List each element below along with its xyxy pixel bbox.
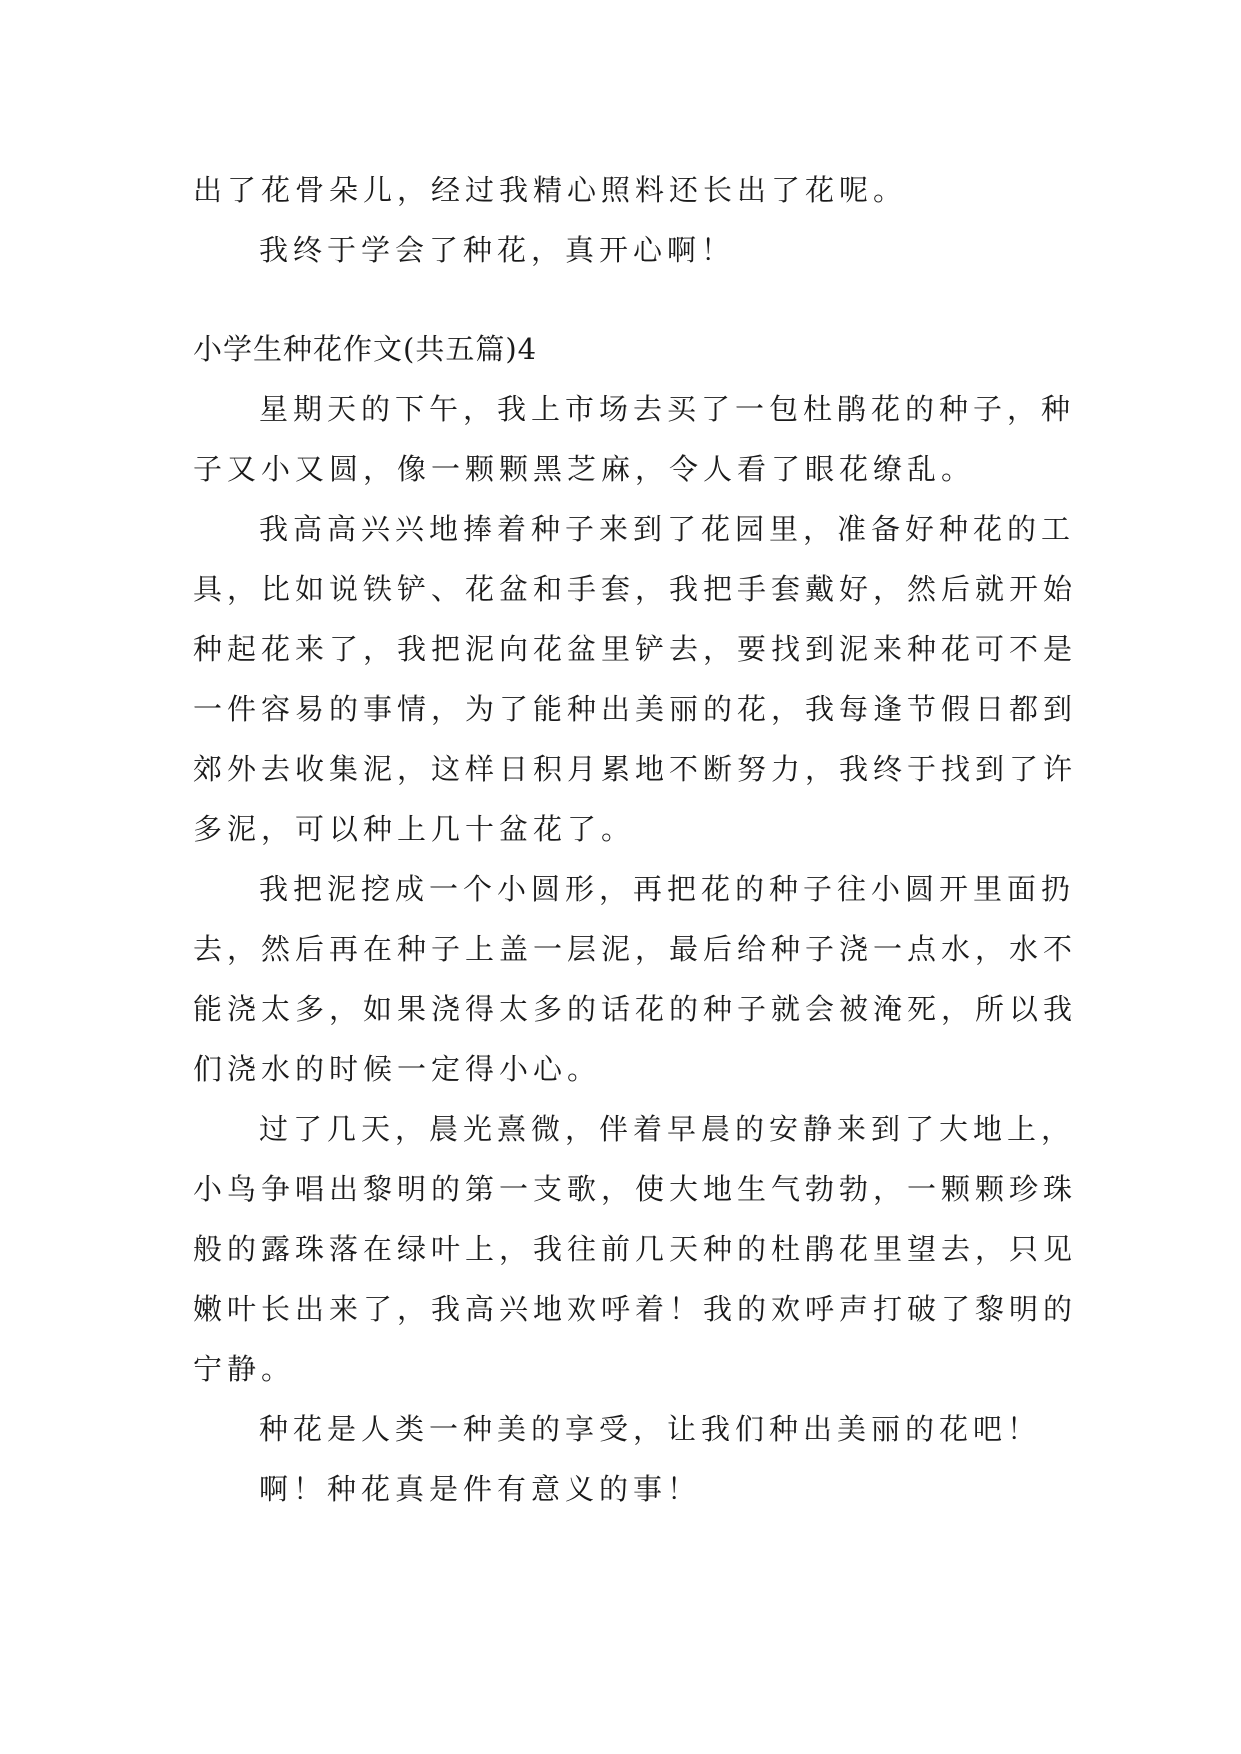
text-line: 具，比如说铁铲、花盆和手套，我把手套戴好，然后就开始 [193, 572, 1078, 606]
text-line: 啊！种花真是件有意义的事！ [259, 1472, 702, 1506]
text-line: 去，然后再在种子上盖一层泥，最后给种子浇一点水，水不 [193, 932, 1078, 966]
text-line: 嫩叶长出来了，我高兴地欢呼着！我的欢呼声打破了黎明的 [193, 1292, 1078, 1326]
paragraph-2 [193, 499, 1078, 859]
document-body [193, 160, 1078, 1519]
text-line: 我高高兴兴地捧着种子来到了花园里，准备好种花的工 [259, 512, 1076, 546]
text-line: 般的露珠落在绿叶上，我往前几天种的杜鹃花里望去，只见 [193, 1232, 1078, 1266]
text-line: 一件容易的事情，为了能种出美丽的花，我每逢节假日都到 [193, 692, 1078, 726]
paragraph-6 [193, 1459, 1053, 1519]
text-line: 子又小又圆，像一颗颗黑芝麻，令人看了眼花缭乱。 [193, 452, 976, 486]
paragraph-closing-previous [193, 220, 1053, 280]
paragraph-continuation [193, 160, 1053, 220]
essay-title: 小学生种花作文(共五篇)4 [193, 332, 538, 366]
text-line: 多泥，可以种上几十盆花了。 [193, 812, 636, 846]
text-line: 小鸟争唱出黎明的第一支歌，使大地生气勃勃，一颗颗珍珠 [193, 1172, 1078, 1206]
paragraph-4 [193, 1099, 1078, 1399]
text-line: 宁静。 [193, 1352, 296, 1386]
text-line: 郊外去收集泥，这样日积月累地不断努力，我终于找到了许 [193, 752, 1078, 786]
text-line: 们浇水的时候一定得小心。 [193, 1052, 602, 1086]
text-line: 星期天的下午，我上市场去买了一包杜鹃花的种子，种 [259, 392, 1076, 426]
paragraph-5 [193, 1399, 1053, 1459]
text-line: 出了花骨朵儿，经过我精心照料还长出了花呢。 [193, 173, 908, 207]
text-line: 种起花来了，我把泥向花盆里铲去，要找到泥来种花可不是 [193, 632, 1078, 666]
text-line: 种花是人类一种美的享受，让我们种出美丽的花吧！ [259, 1412, 1042, 1446]
paragraph-3 [193, 859, 1078, 1099]
paragraph-1 [193, 379, 1076, 499]
text-line: 能浇太多，如果浇得太多的话花的种子就会被淹死，所以我 [193, 992, 1078, 1026]
text-line: 我终于学会了种花，真开心啊！ [259, 233, 736, 267]
text-line: 我把泥挖成一个小圆形，再把花的种子往小圆开里面扔 [259, 872, 1076, 906]
text-line: 过了几天，晨光熹微，伴着早晨的安静来到了大地上， [259, 1112, 1076, 1146]
section-gap [193, 280, 1053, 319]
